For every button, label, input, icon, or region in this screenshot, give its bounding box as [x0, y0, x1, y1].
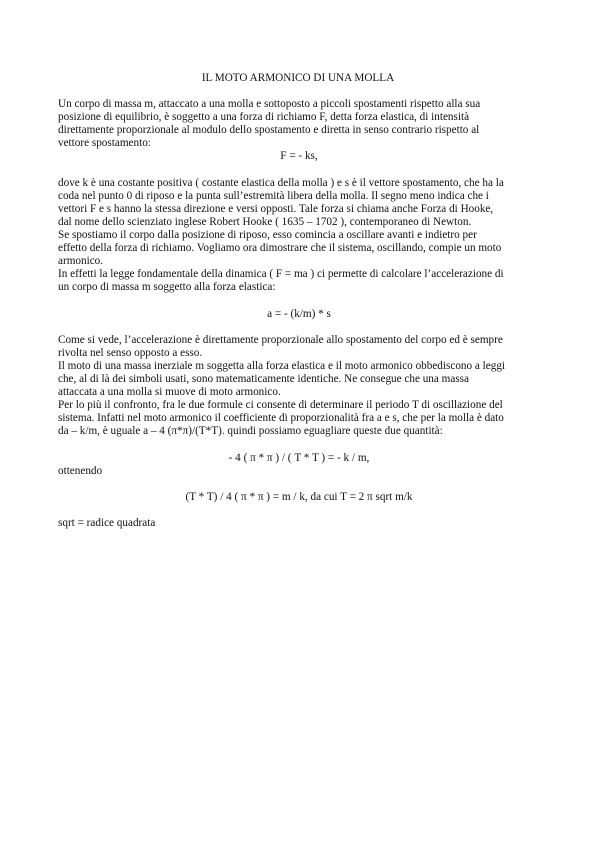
- text-line: armonico.: [58, 255, 104, 268]
- text-line: Se spostiamo il corpo dalla posizione di riposo, esso comincia a oscillare avanti e indietro per: [58, 228, 477, 241]
- formula-acceleration: a = - (k/m) * s: [267, 307, 331, 320]
- text-line: rivolta nel senso opposto a esso.: [58, 346, 203, 359]
- text-line: vettori F e s hanno la stessa direzione e versi opposti. Tale forza si chiama anche Forza di Hooke,: [58, 202, 494, 215]
- text-line: da – k/m, è uguale a – 4 (π*π)/(T*T). quindi possiamo eguagliare queste due quantità:: [58, 425, 443, 438]
- text-line: che, al di là dei simboli usati, sono matematicamente identiche. Ne consegue che una massa: [58, 372, 470, 385]
- text-line: coda nel punto 0 di riposo e la punta sull’estremità libera della molla. Il segno meno indica che i: [58, 189, 489, 202]
- text-line: ottenendo: [58, 464, 103, 477]
- text-line: posizione di equilibrio, è soggetto a una forza di richiamo F, detta forza elastica, di intensità: [58, 111, 470, 124]
- text-line: Il moto di una massa inerziale m soggetta alla forza elastica e il moto armonico obbediscono a leggi: [58, 359, 506, 372]
- text-line: Per lo più il confronto, fra le due formule ci consente di determinare il periodo T di oscillazione del: [58, 399, 503, 412]
- text-line: dove k è una costante positiva ( costante elastica della molla ) e s è il vettore spostamento, che ha la: [58, 176, 504, 189]
- formula-hooke-law: F = - ks,: [280, 150, 318, 163]
- paragraph-spacer: [58, 478, 540, 491]
- text-line: attaccata a una molla si muove di moto armonico.: [58, 386, 281, 399]
- paragraph-spacer: [58, 321, 540, 334]
- paragraph-spacer: [58, 294, 540, 307]
- text-line: dal nome dello scienziato inglese Robert Hooke ( 1635 – 1702 ), contemporaneo di Newton.: [58, 215, 472, 228]
- document-title: IL MOTO ARMONICO DI UNA MOLLA: [201, 72, 395, 84]
- text-line: Un corpo di massa m, attaccato a una molla e sottoposto a piccoli spostamenti rispetto alla sua: [58, 98, 481, 110]
- text-line: In effetti la legge fondamentale della dinamica ( F = ma ) ci permette di calcolare l’accelerazione di: [58, 268, 504, 281]
- text-line: sistema. Infatti nel moto armonico il coefficiente di proporzionalità fra a e s, che per la molla è dato: [58, 412, 504, 425]
- paragraph-spacer: [58, 504, 540, 517]
- text-line: un corpo di massa m soggetto alla forza elastica:: [58, 281, 276, 294]
- text-line: vettore spostamento:: [58, 137, 151, 150]
- text-line: effetto della forza di richiamo. Vogliamo ora dimostrare che il sistema, oscillando, compie un moto: [58, 242, 502, 255]
- text-line: Come si vede, l’accelerazione è direttamente proporzionale allo spostamento del corpo ed è sempre: [58, 333, 503, 346]
- text-line: direttamente proporzionale al modulo dello spostamento e diretta in senso contrario rispetto al: [58, 124, 480, 137]
- paragraph-spacer: [58, 163, 540, 176]
- formula-equality: - 4 ( π * π ) / ( T * T ) = - k / m,: [228, 451, 370, 464]
- footnote: sqrt = radice quadrata: [58, 517, 156, 529]
- formula-period: (T * T) / 4 ( π * π ) = m / k, da cui T = 2 π sqrt m/k: [185, 490, 413, 503]
- document-body: [58, 98, 540, 530]
- paragraph-spacer: [58, 438, 540, 451]
